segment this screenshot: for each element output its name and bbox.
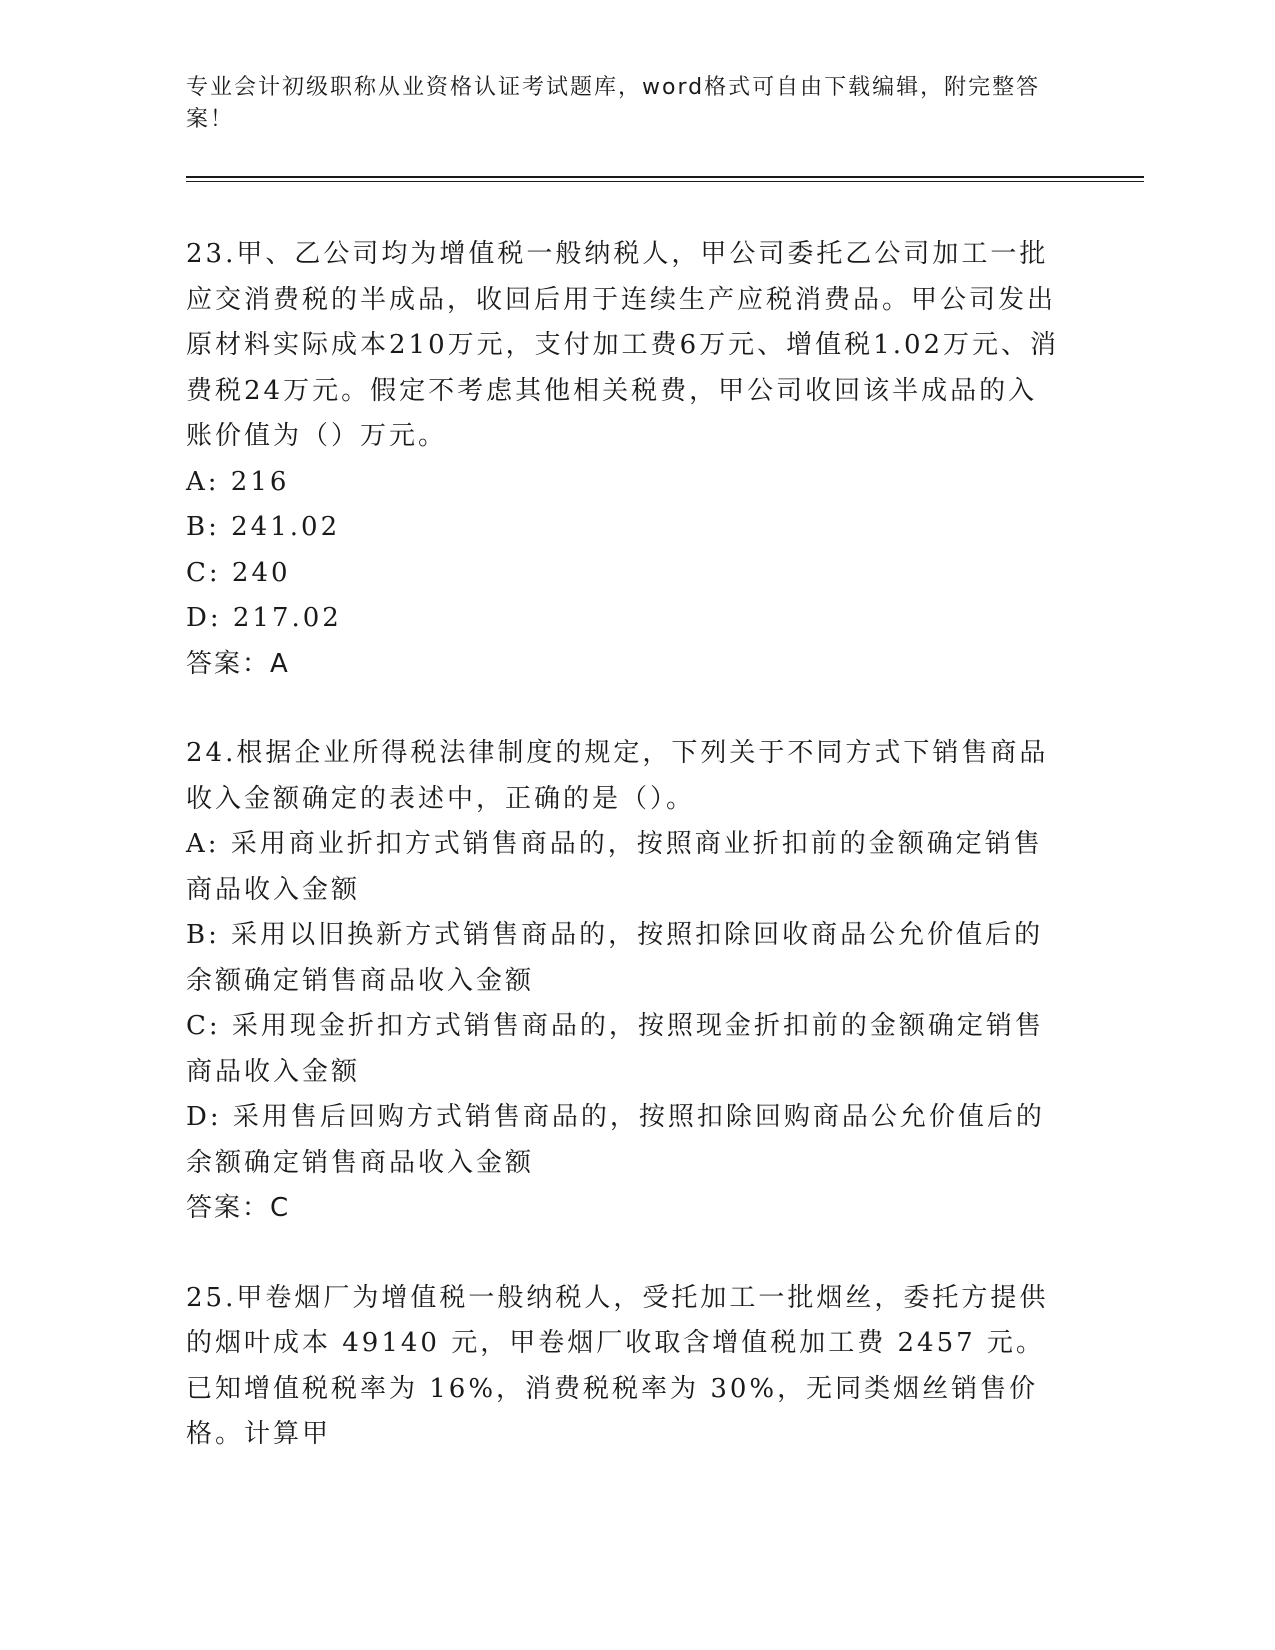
header-divider-thick xyxy=(186,176,1144,178)
answer: 答案：C xyxy=(186,1193,291,1223)
option-c: C: 240 xyxy=(186,557,291,588)
option-d: D: 217.02 xyxy=(186,603,342,633)
option-d: D: 采用售后回购方式销售商品的，按照扣除回购商品公允价值后的余额确定销售商品收入金额 xyxy=(186,1102,1045,1178)
question-list xyxy=(186,232,1066,1502)
question-23 xyxy=(186,232,1066,687)
header-divider-thin xyxy=(186,181,1144,182)
answer: 答案：A xyxy=(186,648,290,679)
question-stem: 24.根据企业所得税法律制度的规定，下列关于不同方式下销售商品收入金额确定的表述中，正确的是（）。 xyxy=(186,738,1049,814)
question-stem: 25.甲卷烟厂为增值税一般纳税人，受托加工一批烟丝，委托方提供的烟叶成本 49140 元，甲卷烟厂收取含增值税加工费 2457 元。已知增值税税率为 16%，消费税税率为 30%，无同类烟丝销售价格。计算甲 xyxy=(186,1282,1049,1449)
option-b: B: 采用以旧换新方式销售商品的，按照扣除回收商品公允价值后的余额确定销售商品收入金额 xyxy=(186,920,1044,996)
header-text: 专业会计初级职称从业资格认证考试题库，word格式可自由下载编辑，附完整答案！ xyxy=(186,75,1041,132)
question-25 xyxy=(186,1276,1066,1458)
option-b: B: 241.02 xyxy=(186,512,341,542)
option-c: C: 采用现金折扣方式销售商品的，按照现金折扣前的金额确定销售商品收入金额 xyxy=(186,1011,1044,1087)
document-header xyxy=(186,72,1066,136)
option-a: A: 采用商业折扣方式销售商品的，按照商业折扣前的金额确定销售商品收入金额 xyxy=(186,829,1043,905)
question-stem: 23.甲、乙公司均为增值税一般纳税人，甲公司委托乙公司加工一批应交消费税的半成品，收回后用于连续生产应税消费品。甲公司发出原材料实际成本210万元，支付加工费6万元、增值税1.02万元、消费税24万元。假定不考虑其他相关税费，甲公司收回该半成品的入账价值为（）万元。 xyxy=(186,239,1060,451)
question-24 xyxy=(186,731,1066,1232)
option-a: A: 216 xyxy=(186,466,290,497)
